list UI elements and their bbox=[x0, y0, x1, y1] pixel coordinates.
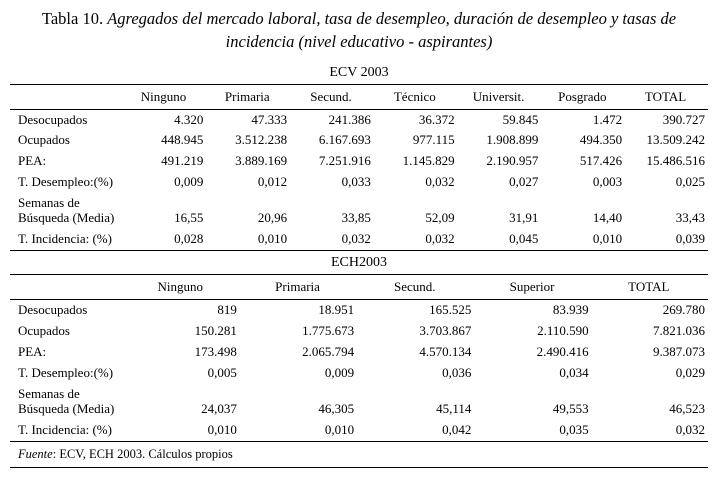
table-row bbox=[10, 384, 708, 402]
cell-value: 448.945 bbox=[161, 132, 204, 148]
table-row bbox=[10, 300, 708, 321]
table-row bbox=[10, 420, 708, 441]
cell-value: 49,553 bbox=[552, 400, 589, 416]
row-label: Semanas de bbox=[18, 195, 80, 211]
table-row bbox=[10, 402, 708, 420]
source-label: Fuente bbox=[18, 446, 53, 461]
source-text: : ECV, ECH 2003. Cálculos propios bbox=[52, 446, 233, 461]
cell-value: 390.727 bbox=[662, 111, 705, 127]
cell-value: 46,523 bbox=[669, 400, 705, 416]
cell-value: 0,028 bbox=[174, 231, 204, 247]
column-header: Universit. bbox=[472, 88, 525, 104]
cell-value: 45,114 bbox=[436, 400, 472, 416]
cell-value: 0,009 bbox=[324, 364, 355, 380]
cell-value: 1.145.829 bbox=[402, 153, 455, 169]
table-row bbox=[10, 172, 708, 193]
row-label: Búsqueda (Media) bbox=[18, 400, 115, 416]
row-label: Desocupados bbox=[18, 111, 88, 127]
cell-value: 0,010 bbox=[324, 421, 355, 437]
cell-value: 2.110.590 bbox=[537, 323, 589, 339]
cell-value: 20,96 bbox=[257, 210, 288, 226]
cell-value: 16,55 bbox=[174, 210, 204, 226]
cell-value: 2.490.416 bbox=[536, 343, 589, 359]
cell-value: 0,003 bbox=[592, 174, 623, 190]
column-header: TOTAL bbox=[644, 88, 687, 104]
table-row bbox=[10, 342, 708, 363]
cell-value bbox=[205, 193, 289, 211]
header-row bbox=[10, 275, 708, 300]
cell-value: 0,025 bbox=[675, 174, 705, 190]
source-note bbox=[10, 442, 708, 468]
cell-value bbox=[356, 384, 473, 402]
row-label: Ocupados bbox=[18, 323, 70, 339]
cell-value: 0,005 bbox=[207, 364, 237, 380]
cell-value: 0,032 bbox=[675, 421, 705, 437]
table-title bbox=[40, 8, 678, 54]
cell-value: 241.386 bbox=[328, 111, 371, 127]
data-table-1 bbox=[10, 274, 708, 442]
table-row bbox=[10, 193, 708, 211]
cell-value bbox=[373, 193, 457, 211]
cell-value: 13.509.242 bbox=[646, 132, 705, 148]
cell-value: 0,036 bbox=[442, 364, 472, 380]
table-title-prefix: Tabla 10. bbox=[41, 9, 104, 28]
table-row bbox=[10, 109, 708, 130]
cell-value: 36.372 bbox=[418, 111, 455, 127]
cell-value: 0,033 bbox=[341, 174, 371, 190]
cell-value: 173.498 bbox=[194, 343, 237, 359]
column-header: Secund. bbox=[394, 279, 436, 295]
cell-value: 83.939 bbox=[552, 302, 589, 318]
cell-value: 0,032 bbox=[341, 231, 371, 247]
cell-value: 0,039 bbox=[675, 231, 705, 247]
cell-value: 0,009 bbox=[174, 174, 204, 190]
cell-value bbox=[540, 193, 624, 211]
header-spacer bbox=[10, 84, 122, 109]
cell-value: 59.845 bbox=[502, 111, 539, 127]
cell-value: 977.115 bbox=[412, 132, 455, 148]
cell-value: 4.570.134 bbox=[419, 343, 472, 359]
cell-value: 33,43 bbox=[675, 210, 705, 226]
cell-value: 14,40 bbox=[592, 210, 623, 226]
table-row bbox=[10, 151, 708, 172]
cell-value bbox=[457, 193, 541, 211]
cell-value: 150.281 bbox=[194, 323, 237, 339]
section-heading-ech2003: ECH2003 bbox=[331, 255, 387, 271]
cell-value: 494.350 bbox=[579, 132, 623, 148]
header-row bbox=[10, 84, 708, 109]
data-table-0 bbox=[10, 84, 708, 252]
cell-value: 819 bbox=[217, 302, 237, 318]
column-header: Ninguno bbox=[157, 279, 204, 295]
table-row bbox=[10, 130, 708, 151]
row-label: T. Desempleo:(%) bbox=[18, 174, 114, 190]
cell-value: 47.333 bbox=[251, 111, 288, 127]
cell-value bbox=[473, 384, 590, 402]
cell-value: 0,042 bbox=[442, 421, 472, 437]
cell-value: 9.387.073 bbox=[653, 343, 705, 359]
cell-value: 1.472 bbox=[592, 111, 623, 127]
cell-value: 3.512.238 bbox=[235, 132, 288, 148]
column-header: Técnico bbox=[393, 88, 436, 104]
cell-value: 15.486.516 bbox=[646, 153, 705, 169]
row-label: Semanas de bbox=[18, 385, 80, 401]
cell-value: 0,032 bbox=[425, 174, 455, 190]
cell-value: 0,034 bbox=[559, 364, 589, 380]
cell-value: 7.251.916 bbox=[318, 153, 371, 169]
column-header: Superior bbox=[509, 279, 555, 295]
cell-value: 33,85 bbox=[341, 210, 371, 226]
row-label: T. Desempleo:(%) bbox=[18, 364, 114, 380]
table-row bbox=[10, 211, 708, 229]
cell-value bbox=[239, 384, 356, 402]
cell-value bbox=[122, 193, 206, 211]
row-label: T. Incidencia: (%) bbox=[18, 231, 112, 247]
column-header: Secund. bbox=[310, 88, 352, 104]
cell-value: 0,010 bbox=[207, 421, 237, 437]
row-label: Desocupados bbox=[18, 302, 88, 318]
cell-value: 165.525 bbox=[429, 302, 472, 318]
cell-value: 0,012 bbox=[257, 174, 288, 190]
row-label: PEA: bbox=[18, 343, 47, 359]
cell-value: 0,029 bbox=[675, 364, 705, 380]
cell-value: 0,035 bbox=[559, 421, 589, 437]
column-header: TOTAL bbox=[628, 279, 670, 295]
section-heading-ecv-2003: ECV 2003 bbox=[329, 64, 389, 80]
header-spacer bbox=[10, 275, 122, 300]
cell-value: 6.167.693 bbox=[318, 132, 371, 148]
cell-value: 0,010 bbox=[257, 231, 288, 247]
cell-value: 52,09 bbox=[425, 210, 455, 226]
cell-value: 4.320 bbox=[174, 111, 204, 127]
cell-value: 0,045 bbox=[509, 231, 539, 247]
cell-value: 517.426 bbox=[579, 153, 623, 169]
column-header: Posgrado bbox=[558, 88, 607, 104]
cell-value: 31,91 bbox=[509, 210, 539, 226]
cell-value: 24,037 bbox=[201, 400, 237, 416]
cell-value: 269.780 bbox=[662, 302, 705, 318]
table-title-text: Agregados del mercado laboral, tasa de desempleo, duración de desempleo y tasas de incidencia (nivel educativo - aspirantes) bbox=[107, 9, 677, 51]
cell-value: 3.703.867 bbox=[419, 323, 472, 339]
tables-container bbox=[10, 61, 708, 442]
cell-value: 3.889.169 bbox=[235, 153, 288, 169]
table-row bbox=[10, 229, 708, 250]
cell-value: 7.821.036 bbox=[653, 323, 705, 339]
cell-value bbox=[289, 193, 373, 211]
cell-value: 1.775.673 bbox=[302, 323, 355, 339]
cell-value bbox=[591, 384, 708, 402]
cell-value: 0,027 bbox=[509, 174, 539, 190]
column-header: Primaria bbox=[275, 279, 320, 295]
cell-value: 2.190.957 bbox=[486, 153, 539, 169]
table-row bbox=[10, 363, 708, 384]
cell-value: 2.065.794 bbox=[302, 343, 355, 359]
table-row bbox=[10, 321, 708, 342]
row-label: T. Incidencia: (%) bbox=[18, 421, 112, 437]
cell-value: 18.951 bbox=[318, 302, 355, 318]
row-label: PEA: bbox=[18, 153, 47, 169]
cell-value bbox=[122, 384, 239, 402]
cell-value: 491.219 bbox=[161, 153, 204, 169]
cell-value: 46,305 bbox=[318, 400, 355, 416]
cell-value bbox=[624, 193, 708, 211]
row-label: Búsqueda (Media) bbox=[18, 210, 115, 226]
row-label: Ocupados bbox=[18, 132, 70, 148]
column-header: Ninguno bbox=[140, 88, 187, 104]
cell-value: 1.908.899 bbox=[486, 132, 539, 148]
column-header: Primaria bbox=[224, 88, 270, 104]
cell-value: 0,010 bbox=[592, 231, 623, 247]
cell-value: 0,032 bbox=[425, 231, 455, 247]
